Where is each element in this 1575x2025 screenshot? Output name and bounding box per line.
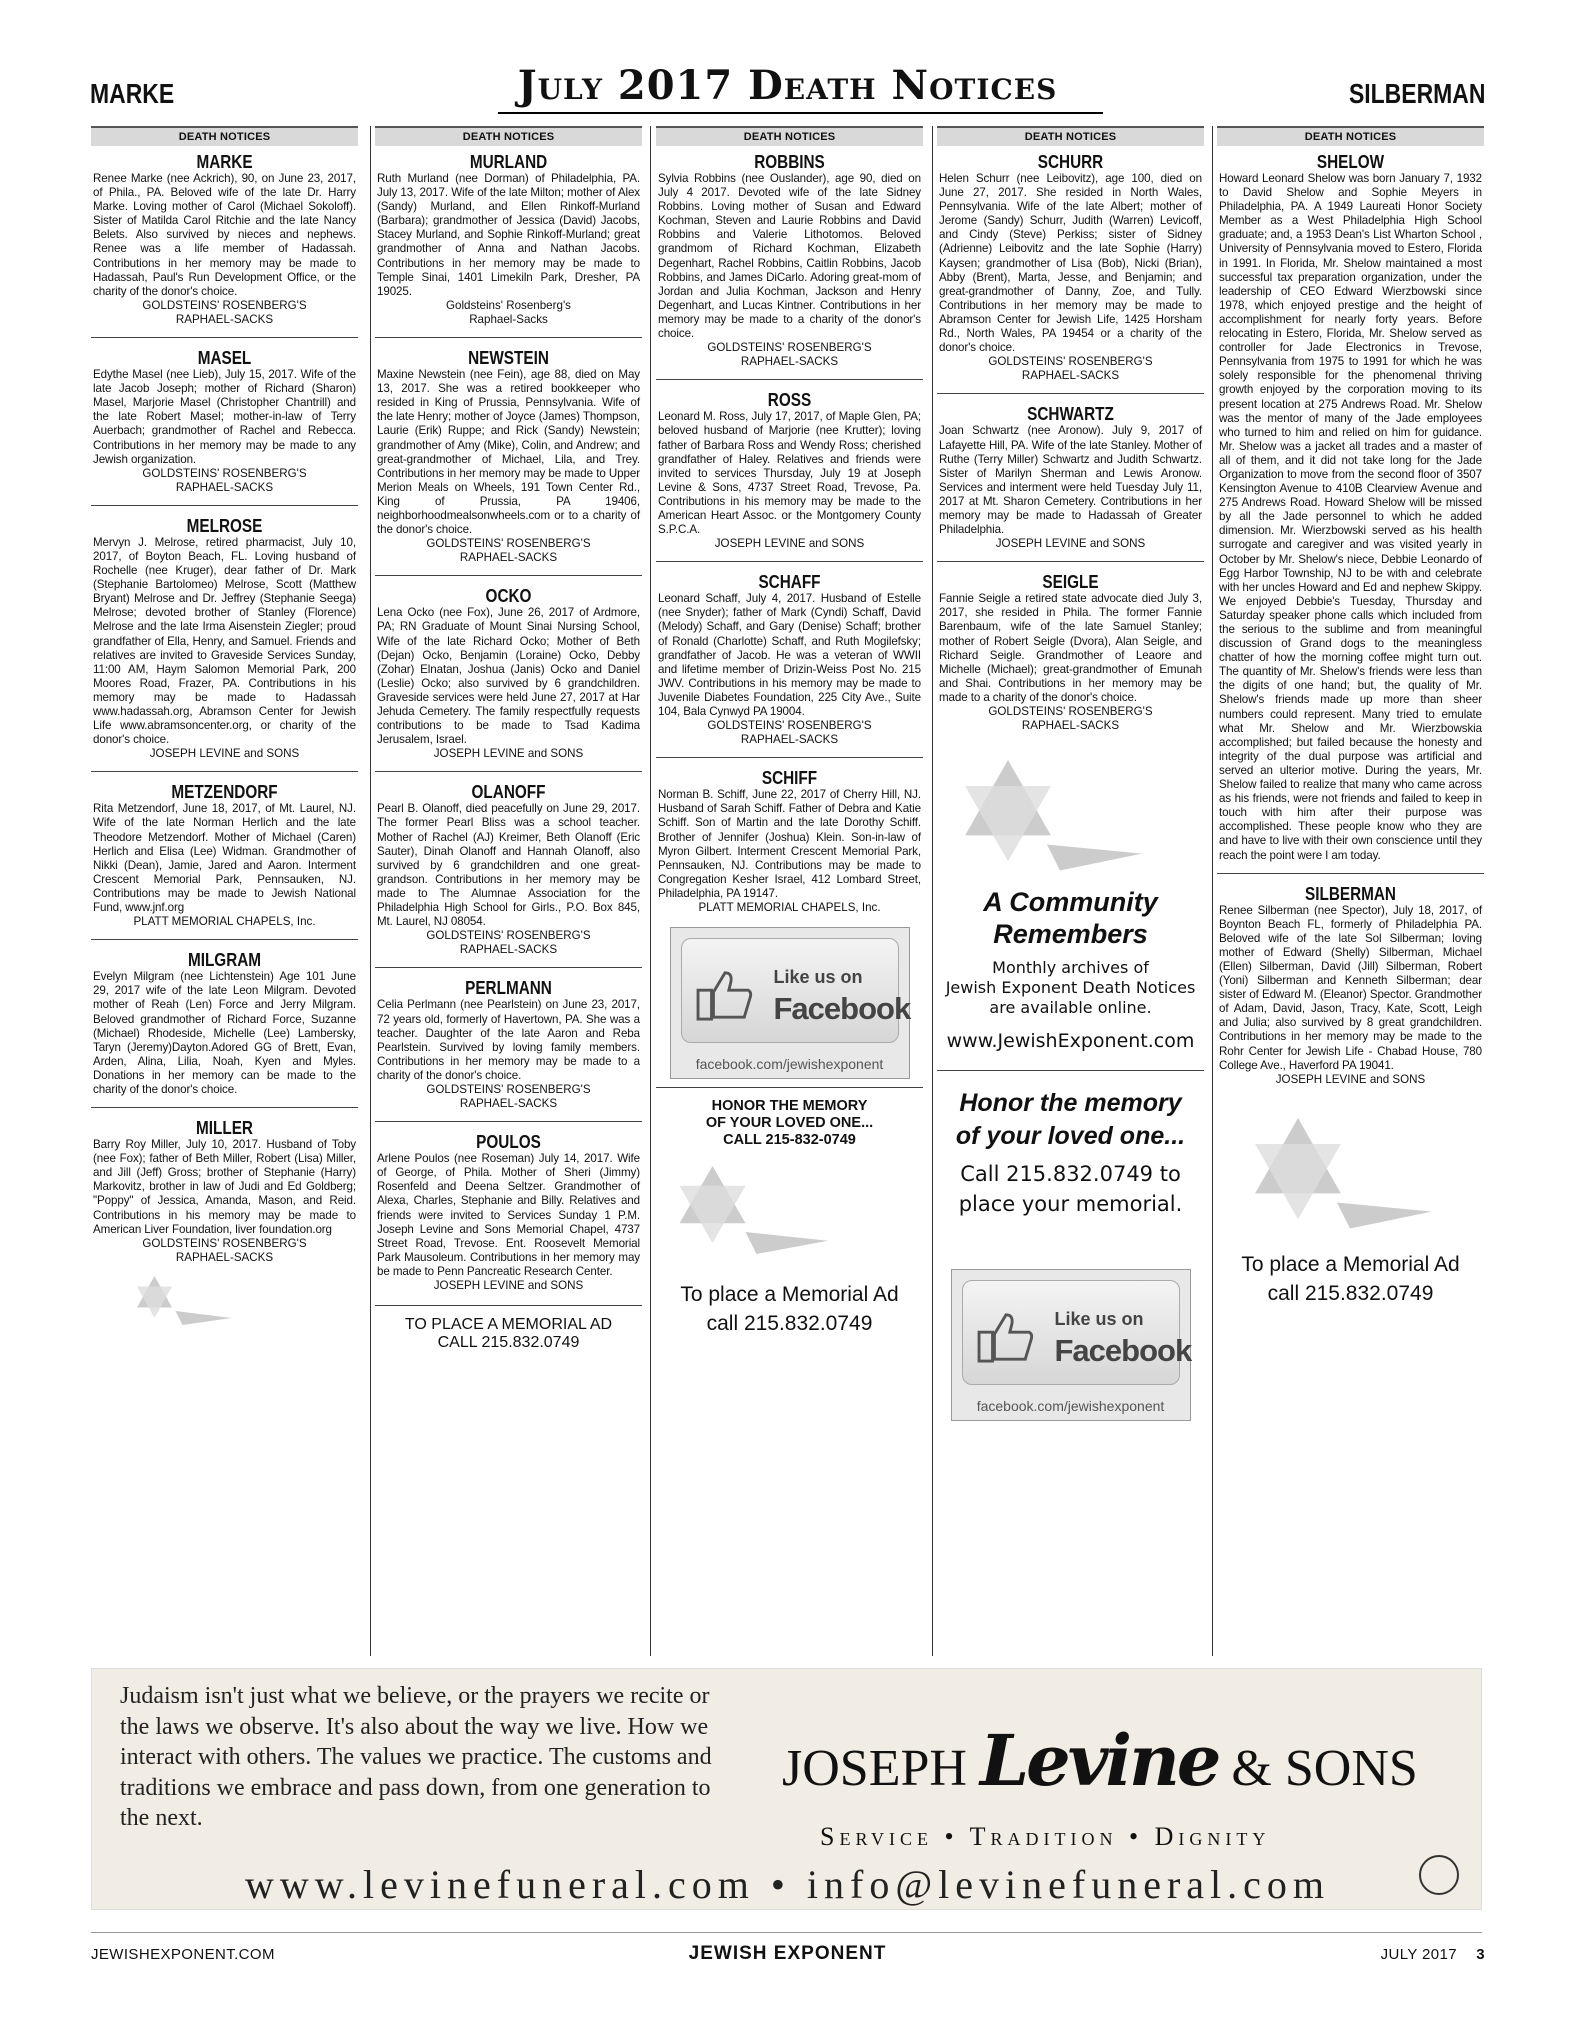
notice-text: Rita Metzendorf, June 18, 2017, of Mt. Laurel, NJ. Wife of the late Norman Herlich and the late Theodore Metzendorf. Mother of Michael (Caren) Herlich and Elisa (Lee) Widman. Grandmother of Nikki (Dean), Jamie, Jared and Aaron. Interment Crescent Memorial Park, Pennsauken, NJ. Contributions may be made to Jewish National Fund, www.jnf.org [93, 802, 356, 915]
notice-name: SCHURR [1037, 152, 1104, 172]
star-of-david-icon [666, 1155, 836, 1265]
death-notice [91, 152, 358, 327]
divider [375, 337, 642, 338]
funeral-home: GOLDSTEINS' ROSENBERG'S RAPHAEL-SACKS [988, 355, 1153, 383]
funeral-home: PLATT MEMORIAL CHAPELS, Inc. [698, 901, 881, 915]
page-number: 3 [1476, 1946, 1485, 1963]
ad-brand-right: & SONS [1231, 1740, 1418, 1797]
column-divider [1212, 126, 1213, 1656]
notice-text: Pearl B. Olanoff, died peacefully on June 29, 2017. The former Pearl Bliss was a school teacher. Mother of Rachel (AJ) Kreimer, Beth Olanoff (Eric Sauter), Dinah Olanoff and Hannah Olanoff, also survived by 6 grandchildren and one great-grandson. Contributions in her memory may be made to The Alumnae Association for the Philadelphia High School for Girls., P.O. Box 845, Mt. Laurel, NJ 08054. [377, 802, 640, 929]
death-notice [91, 516, 358, 762]
facebook-wordmark: Facebook [773, 991, 911, 1027]
funeral-home: GOLDSTEINS' ROSENBERG'S RAPHAEL-SACKS [142, 1236, 307, 1264]
death-notice [91, 950, 358, 1097]
column-label: DEATH NOTICES [937, 126, 1204, 146]
divider [91, 771, 358, 772]
footer-publication: JEWISH EXPONENT [688, 1943, 887, 1964]
death-notice [375, 152, 642, 327]
thumbs-up-icon [696, 969, 754, 1021]
funeral-home: GOLDSTEINS' ROSENBERG'S RAPHAEL-SACKS [426, 929, 591, 957]
ad-contact-line[interactable]: www.levinefuneral.com • info@levinefuneral.com [244, 1862, 1331, 1907]
divider [937, 561, 1204, 562]
seal-icon [1419, 1855, 1459, 1895]
divider [375, 771, 642, 772]
notice-name: MASEL [197, 348, 252, 369]
notice-name: MELROSE [186, 515, 263, 536]
divider [937, 393, 1204, 394]
facebook-wordmark: Facebook [1054, 1333, 1192, 1369]
funeral-home: GOLDSTEINS' ROSENBERG'S RAPHAEL-SACKS [988, 705, 1153, 733]
notice-text: Mervyn J. Melrose, retired pharmacist, July 10, 2017, of Boyton Beach, FL. Loving husband of Rochelle (nee Kruger), dear father of Dr. Mark (Stephanie Bartolomeo) Melrose, Scott (Matthew Bryant) Melrose and Dr. Jeffrey (Stephanie Seega) Melrose; devoted brother of Stanley (Florence) Melrose and the late Irma Aisenstein Ziegler; proud grandfather of Ella, Henry, and Samuel. Friends and relatives are invited to Graveside Services Sunday, 11:00 AM, Haym Salomon Memorial Park, 200 Moores Road, Frazer, PA. Contributions in his memory may be made to Hadassah www.hadassah.org, Abramson Center for Jewish Life www.abramsoncenter.org, or charity of the donor's choice. [93, 535, 356, 747]
notice-text: Helen Schurr (nee Leibovitz), age 100, died on June 27, 2017. She resided in North Wales, Pennsylvania. Wife of the late Albert; mother of Jerome (Sandy) Schurr, Judith (Warren) Levicoff, and Cindy (Steve) Perkiss; sister of Sidney (Adrienne) Leibovitz and the late Sophie (Harry) Kaysen; grandmother of Lisa (Bob), Nicki (Brian), Abby (Brent), Marta, Jesse, and Benjamin; and great-grandmother of Danny, Zoe, and Tully. Contributions in her memory may be made to Abramson Center for Jewish Life, 1425 Horsham Rd., North Wales, PA 19454 or a charity of the donor's choice. [939, 172, 1202, 355]
footer-website: JEWISHEXPONENT.COM [91, 1946, 275, 1963]
divider [656, 379, 923, 380]
page-title: July 2017 Death Notices [517, 62, 1058, 109]
community-remembers-title: A Community Remembers [983, 887, 1158, 950]
divider [375, 967, 642, 968]
ad-quote: Judaism isn't just what we believe, or the prayers we recite or the laws we observe. It's also about the way we live. How we interact with others. The values we practice. The customs and traditions we embrace and pass down, from one generation to the next. [120, 1683, 712, 1831]
notice-name: SILBERMAN [1305, 883, 1396, 904]
facebook-like-label: Like us on [773, 967, 863, 988]
death-notice [937, 404, 1204, 551]
notice-text: Arlene Poulos (nee Roseman) July 14, 2017. Wife of George, of Phila. Mother of Sheri (Jimmy) Rosenfeld and Deena Seltzer. Grandmother of Alexa, Charles, Stephanie and Billy. Relatives and friends were invited to Services Sunday 1 P.M. Joseph Levine and Sons Memorial Chapel, 4737 Street Road, Trevose. Ent. Roosevelt Memorial Park Mausoleum. Contributions in her memory may be made to Penn Pancreatic Research Center. [377, 1152, 640, 1278]
notice-text: Howard Leonard Shelow was born January 7, 1932 to David Shelow and Sophie Meyers in Philadelphia, PA. A 1949 Laureati Honor Society Member as a West Philadelphia High School graduate; and, a 1953 Dean's List Wharton School , University of Pennsylvania moved to Estero, Florida in 1991. In Florida, Mr. Shelow maintained a most successful tax preparation organization, under the leadership of CEO Edward Wierzbowski since 1978, which enjoyed prestige and the height of accomplishment for nearly forty years. Before relocating in Estero, Florida, Mr. Shelow served as controller for Jade Electronics in Trevose, Pennsylvania from 1975 to 1991 for which he was solely responsible for the phenomenal thriving growth enjoyed by the corporation moving to its present location at 275 Andrews Road. Mr. Shelow was the mentor of many of the Jade employees who turned to him and relied on him for guidance. Mr. Shelow was a jacket all trades and a master of all of them, and it did not take long for the Jade Organization to move from the second floor of 3507 Kensington Avenue to 410B Clearview Avenue and 275 Andrews Road. Howard Shelow will be missed by all the Jade personnel to which he added dimension. Mr. Wierzbowski served as his health surrogate and caregiver and was visited yearly in October by Mr. Shelow's niece, Debbie Leonardo of Egg Harbor Township, NJ to be with and celebrate with her uncles Howard and Ed and nephew Skippy. We enjoyed Debbie's Tuesday, Thursday and Saturday speaker phone calls which included from the serious to the sublime and from meaningful discussion of Grand dogs to the meaningless chatter of how the morning coffee might turn out. The quantity of Mr. Shelow's friends were less than the digits of one hand; but, the quality of Mr. Shelow's friends made up more than sheer numbers could represent. Many tried to emulate what Mr. Shelow and Mr. Wierzbowskia accomplished; but failed because the honesty and integrity of the dual purpose was artificial and served an ulterior motive. During the years, Mr. Shelow failed to realize that many who came across as his friends, were not friends and failed to keep in touch with him after their purpose was accomplished. These people know who they are and have to live with their own conscience until they reach the point were I am today. [1219, 172, 1482, 862]
running-head-left: MARKE [90, 78, 175, 109]
footer-date: JULY 2017 [1380, 1946, 1457, 1963]
death-notice [656, 152, 923, 369]
honor-memory-title: Honor the memory of your loved one... [955, 1089, 1186, 1151]
notice-text: Norman B. Schiff, June 22, 2017 of Cherry Hill, NJ. Husband of Sarah Schiff. Father of Debra and Katie Schiff. Son of Martin and the late Dorothy Schiff. Brother of Jennifer (Joshua) Klein. Son-in-law of Myron Gilbert. Interment Crescent Memorial Park, Pennsauken, NJ. Contributions may be made to Congregation Kesher Israel, 412 Lombard Street, Philadelphia, PA 19147. [658, 788, 921, 900]
funeral-home: GOLDSTEINS' ROSENBERG'S RAPHAEL-SACKS [426, 1082, 591, 1111]
divider [91, 505, 358, 506]
place-memorial-ad: To place a Memorial Ad call 215.832.0749 [1241, 1252, 1460, 1305]
column-1 [91, 126, 358, 1656]
death-notice [1217, 884, 1484, 1087]
column-label: DEATH NOTICES [1217, 126, 1484, 146]
facebook-like-button[interactable] [951, 1269, 1191, 1421]
ad-tagline: Service • Tradition • Dignity [820, 1822, 1271, 1851]
death-notice [656, 572, 923, 747]
notice-name: SEIGLE [1042, 572, 1099, 593]
notice-name: PERLMANN [465, 978, 552, 999]
divider [656, 757, 923, 758]
funeral-home: JOSEPH LEVINE and SONS [433, 1279, 584, 1292]
footer-rule [91, 1932, 1482, 1933]
death-notice [937, 152, 1204, 383]
ad-brand-left: JOSEPH [782, 1740, 967, 1797]
divider [656, 561, 923, 562]
funeral-home: GOLDSTEINS' ROSENBERG'S RAPHAEL-SACKS [707, 341, 872, 369]
ad-brand-script: Levine [979, 1719, 1219, 1802]
death-notice [91, 348, 358, 495]
notice-text: Leonard M. Ross, July 17, 2017, of Maple Glen, PA; beloved husband of Marjorie (nee Krutter); loving father of Barbara Ross and Wendy Ross; cherished grandfather of Haley. Relatives and friends were invited to services Thursday, July 19 at Joseph Levine & Sons, 4737 Street Road, Trevose, Pa. Contributions in his memory may be made to the American Heart Assoc. or the Montgomery County S.P.C.A. [658, 410, 921, 537]
funeral-home: JOSEPH LEVINE and SONS [1275, 1072, 1426, 1086]
place-memorial-ad: To place a Memorial Ad call 215.832.0749 [680, 1283, 899, 1336]
funeral-home: JOSEPH LEVINE and SONS [433, 747, 584, 761]
honor-memory-call: Call 215.832.0749 to place your memorial. [958, 1162, 1183, 1217]
death-notice [91, 782, 358, 929]
notice-text: Maxine Newstein (nee Fein), age 88, died on May 13, 2017. She was a retired bookkeeper who resided in King of Prussia, Pennsylvania. Wife of the late Henry; mother of Joyce (James) Thompson, Laurie (Erik) Ruppe; and Rick (Sandy) Newstein; grandmother of Amy (Mike), Colin, and Andrew; and great-grandmother of Michael, Lila, and Trey. Contributions in her memory may be made to Upper Merion Meals on Wheels, 191 Town Center Rd., King of Prussia, PA 19406, neighborhoodmealsonwheels.com or to a charity of the donor's choice. [377, 368, 640, 537]
facebook-url[interactable]: facebook.com/jewishexponent [976, 1398, 1165, 1415]
website-link[interactable]: www.JewishExponent.com [946, 1030, 1195, 1053]
notice-name: POULOS [476, 1132, 541, 1153]
notice-name: SCHWARTZ [1027, 404, 1114, 425]
divider [656, 1087, 923, 1088]
star-of-david-icon [131, 1269, 241, 1339]
divider [375, 1121, 642, 1122]
column-divider [932, 126, 933, 1656]
notice-text: Evelyn Milgram (nee Lichtenstein) Age 101 June 29, 2017 wife of the late Leon Milgram. Devoted mother of Reah (Len) Force and Jerry Milgram. Beloved grandmother of Richard Force, Suzanne (Michael) Rhodeside, Michelle (Lee) Lambersky, Taryn (Jeremy)Dayton.Adored GG of Brett, Evan, Arden, Alina, Lilia, Noah, Kyen and Myles. Donations in her memory can be made to the charity of the donor's choice. [93, 970, 356, 1096]
notice-name: ROSS [767, 390, 812, 411]
notice-name: SCHIFF [761, 768, 818, 789]
notice-name: OCKO [485, 586, 532, 607]
notice-name: MURLAND [469, 152, 548, 172]
notice-list [91, 152, 358, 1265]
notice-name: MARKE [196, 152, 253, 172]
notice-text: Renee Silberman (nee Spector), July 18, 2017, of Boynton Beach FL, formerly of Philadelphia PA. Beloved wife of the late Sol Silberman; loving mother of Edward (Shelly) Silberman, Michael (Ellen) Silberman, David (Jill) Silberman, Robert (Yoni) Silberman and Kenneth Silberman; dear sister of Edward M. (Eleanor) Spector. Grandmother of Adam, David, Jason, Tracy, Kate, Scott, Leigh and Julia; also survived by 8 great grandchildren. Contributions in her memory may be made to the Rohr Center for Jewish Life - Chabad House, 780 College Ave., Haverford PA 19041. [1219, 903, 1482, 1072]
notice-text: Barry Roy Miller, July 10, 2017. Husband of Toby (nee Fox); father of Beth Miller, Robert (Lisa) Miller, and Jill (Jeff) Gross; brother of Stephanie (Harry) Markovitz, brother in law of Judi and Ed Goldberg; "Poppy" of Jessica, Amanda, Mason, and Reid. Contributions in his memory may be made to American Liver Foundation, liver foundation.org [93, 1138, 356, 1236]
column-5 [1217, 126, 1484, 1656]
column-label: DEATH NOTICES [656, 126, 923, 146]
column-label: DEATH NOTICES [91, 126, 358, 146]
divider [937, 1070, 1204, 1071]
notice-name: NEWSTEIN [468, 348, 549, 369]
column-4 [937, 126, 1204, 1656]
death-notice [91, 1118, 358, 1265]
death-notice [656, 768, 923, 915]
thumbs-up-icon [977, 1311, 1035, 1363]
divider [375, 575, 642, 576]
column-label: DEATH NOTICES [375, 126, 642, 146]
notice-list [656, 152, 923, 915]
notice-name: MILLER [196, 1118, 253, 1139]
notice-text: Renee Marke (nee Ackrich), 90, on June 23, 2017, of Phila., PA. Beloved wife of the late Dr. Harry Marke. Loving mother of Carol (Michael Sokoloff). Sister of Matilda Carol Ritchie and the late Nancy Belets. Also survived by nieces and nephews. Renee was a life member of Hadassah. Contributions in her memory may be made to Hadassah, Paul's Run Development Office, or the charity of the donor's choice. [93, 172, 356, 298]
death-notice [375, 782, 642, 957]
divider [91, 337, 358, 338]
funeral-home: JOSEPH LEVINE and SONS [714, 537, 865, 551]
notice-text: Leonard Schaff, July 4, 2017. Husband of Estelle (nee Snyder); father of Mark (Cyndi) Schaff, David (Melody) Schaff, and Gary (Denise) Schaff; brother of Ronald (Charlotte) Schaff, and Ruth Mogilefsky; grandfather of Jacob. He was a veteran of WWII and lifetime member of Drizin-Weiss Post No. 215 JWV. Contributions in his memory may be made to Juvenile Diabetes Foundation, 225 City Ave., Suite 104, Bala Cynwyd PA 19004. [658, 592, 921, 718]
column-3 [656, 126, 923, 1656]
facebook-url[interactable]: facebook.com/jewishexponent [695, 1056, 884, 1073]
star-of-david-icon [947, 747, 1147, 877]
running-head-right: SILBERMAN [1348, 78, 1485, 109]
notice-list [1217, 152, 1484, 1087]
notice-name: OLANOFF [471, 782, 546, 803]
notice-name: SCHAFF [758, 572, 821, 593]
divider [1217, 873, 1484, 874]
notice-text: Sylvia Robbins (nee Ouslander), age 90, died on July 4 2017. Devoted wife of the late Sidney Robbins. Loving mother of Susan and Edward Kochman, Steven and Laurie Robbins and David Robbins and Valerie Lithotomos. Beloved grandmom of Richard Kochman, Elizabeth Degenhart, Rachel Robbins, Caitlin Robbins, Jacob Robbins, and James DiCarlo. Adoring great-mom of Jordan and Julia Kochman, Jackson and Henry Degenhart, and Lucas Kintner. Contributions in her memory may be made to a charity of the donor's choice. [658, 172, 921, 341]
column-2 [375, 126, 642, 1656]
funeral-home: GOLDSTEINS' ROSENBERG'S RAPHAEL-SACKS [142, 466, 307, 494]
title-rule [498, 112, 1103, 114]
funeral-home: JOSEPH LEVINE and SONS [149, 747, 300, 761]
notice-name: MILGRAM [187, 950, 262, 971]
facebook-like-label: Like us on [1054, 1309, 1144, 1330]
death-notice [1217, 152, 1484, 863]
notice-list [937, 152, 1204, 733]
death-notice [375, 586, 642, 761]
funeral-home: GOLDSTEINS' ROSENBERG'S RAPHAEL-SACKS [707, 719, 872, 747]
column-divider [650, 126, 651, 1656]
death-notice [375, 1132, 642, 1293]
notice-name: METZENDORF [171, 782, 278, 803]
honor-memory-callout: HONOR THE MEMORY OF YOUR LOVED ONE... CALL 215-832-0749 [705, 1098, 874, 1149]
column-divider [370, 126, 371, 1656]
death-notice [375, 978, 642, 1111]
notice-text: Lena Ocko (nee Fox), June 26, 2017 of Ardmore, PA; RN Graduate of Mount Sinai Nursing School, Wife of the late Richard Ocko; Mother of Beth (Dejan) Ocko, Benjamin (Loraine) Ocko, Debby (Zohar) Elnatan, Joshua (Janis) Ocko and Daniel (Leslie) Ocko; also survived by 6 grandchildren. Graveside services were held June 27, 2017 at Har Jehuda Cemetery. The family respectfully requests contributions to be made to Tsad Kadima Jerusalem, Israel. [377, 606, 640, 747]
divider [375, 1305, 642, 1306]
facebook-like-button[interactable] [670, 927, 910, 1079]
funeral-home: PLATT MEMORIAL CHAPELS, Inc. [133, 915, 316, 929]
funeral-home: Goldsteins' Rosenberg's Raphael-Sacks [446, 298, 571, 326]
notice-name: SHELOW [1316, 152, 1385, 172]
community-remembers-text: Monthly archives of Jewish Exponent Death Notices are available online. [945, 958, 1196, 1018]
death-notice [375, 348, 642, 565]
notice-list [375, 152, 642, 1293]
funeral-home: GOLDSTEINS' ROSENBERG'S RAPHAEL-SACKS [426, 537, 591, 565]
divider [91, 1107, 358, 1108]
notice-text: Fannie Seigle a retired state advocate died July 3, 2017, she resided in Phila. The former Fannie Barenbaum, wife of the late Samuel Stanley; mother of Robert Seigle (Dvora), Alan Seigle, and Richard Seigle. Grandmother of Leaore and Michelle (Michael); great-grandmother of Emunah and Shai. Contributions in her memory may be made to a charity of the donor's choice. [939, 592, 1202, 704]
notice-text: Ruth Murland (nee Dorman) of Philadelphia, PA. July 13, 2017. Wife of the late Milton; mother of Alex (Sandy) Murland, and Ellen Rinkoff-Murland (Barbara); grandmother of Jessica (David) Jacobs, Stacey Murland, and Sophie Rinkoff-Murland; great grandmother of Anna and Nathan Jacobs. Contributions in her memory may be made to Temple Sinai, 1401 Limekiln Park, Dresher, PA 19025. [377, 172, 640, 298]
memorial-ad-callout: TO PLACE A MEMORIAL AD CALL 215.832.0749 [404, 1316, 613, 1352]
notice-text: Edythe Masel (nee Lieb), July 15, 2017. Wife of the late Jacob Joseph; mother of Richard (Sharon) Masel, Marjorie Masel (Christopher Chantrill) and the late Robert Masel; mother-in-law of Terry Auerbach; grandmother of Rachel and Rebecca. Contributions in her memory may be made to any Jewish organization. [93, 368, 356, 466]
divider [91, 939, 358, 940]
notice-text: Celia Perlmann (nee Pearlstein) on June 23, 2017, 72 years old, formerly of Havertown, PA. She was a teacher. Daughter of the late Aaron and Reba Pearlstein. Survived by loving family members. Contributions in her memory may be made to a charity of the donor's choice. [377, 998, 640, 1082]
star-of-david-icon [1237, 1105, 1437, 1235]
death-notice [656, 390, 923, 551]
funeral-home: JOSEPH LEVINE and SONS [995, 537, 1146, 551]
funeral-home-advertisement[interactable] [91, 1668, 1482, 1910]
notice-name: ROBBINS [754, 152, 825, 172]
funeral-home: GOLDSTEINS' ROSENBERG'S RAPHAEL-SACKS [142, 298, 307, 326]
notice-text: Joan Schwartz (nee Aronow). July 9, 2017 of Lafayette Hill, PA. Wife of the late Stanley. Mother of Ruthe (Terry Miller) Schwartz and Judith Schwartz. Sister of Marilyn Sherman and Lewis Aronow. Services and interment were held Tuesday July 11, 2017 at Mt. Sharon Cemetery. Contributions in her memory may be made to Hadassah of Greater Philadelphia. [939, 424, 1202, 537]
death-notice [937, 572, 1204, 733]
ad-logo [782, 1719, 1418, 1802]
